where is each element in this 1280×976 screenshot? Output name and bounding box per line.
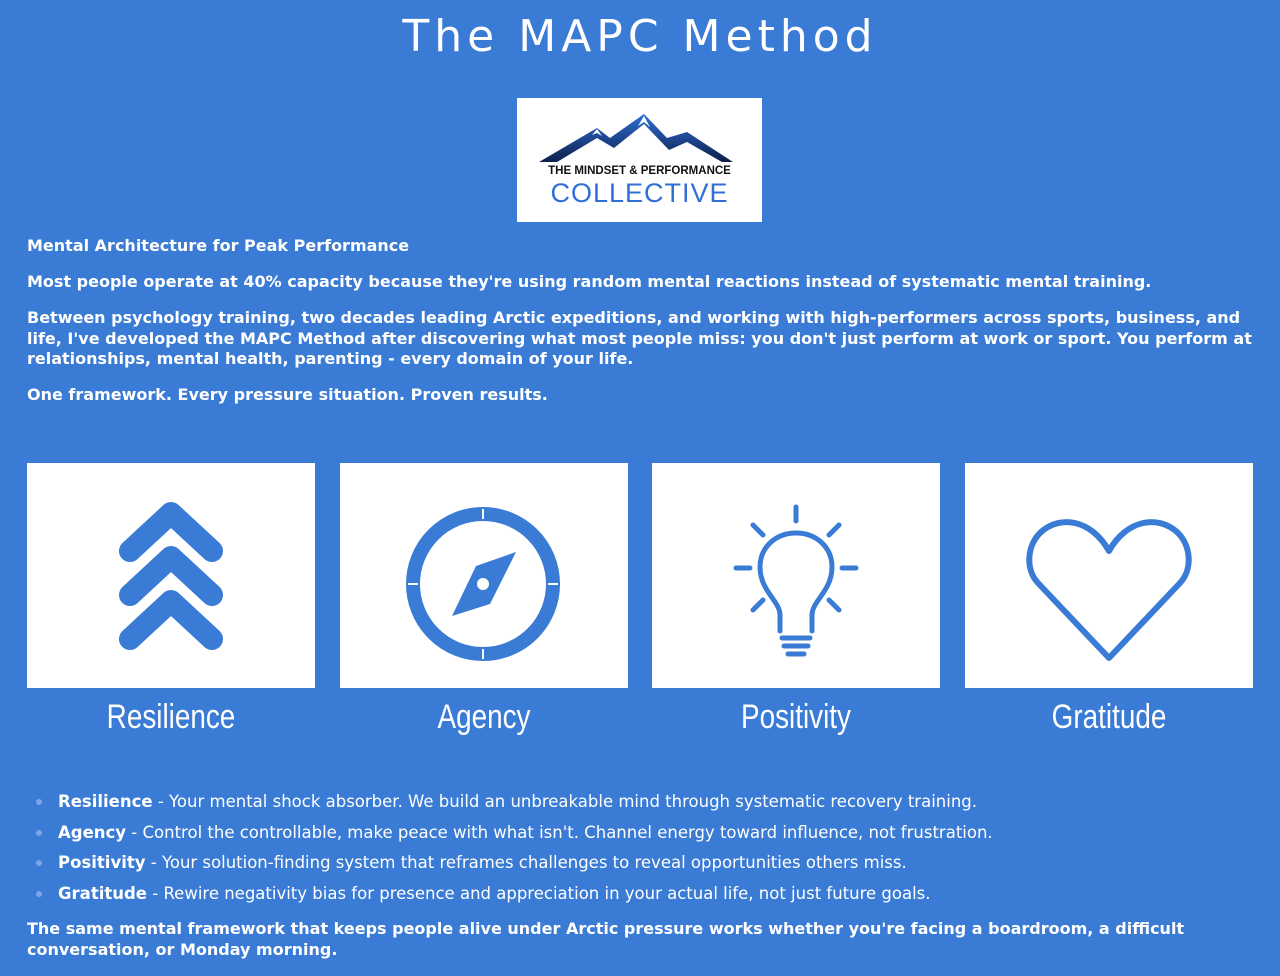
closing-statement: The same mental framework that keeps people alive under Arctic pressure works whether you're facing a boardroom, a difficult conversation, or Monday morning.: [27, 919, 1185, 959]
list-item-text: - Your mental shock absorber. We build an unbreakable mind through systematic recovery training.: [152, 792, 977, 811]
pillar-label-agency: Agency: [437, 698, 531, 736]
list-item-text: - Rewire negativity bias for presence and appreciation in your actual life, not just future goals.: [147, 884, 931, 904]
pillar-label-resilience: Resilience: [106, 698, 236, 736]
intro-section: [27, 236, 1259, 421]
pillar-description-list: [27, 790, 1259, 913]
list-item-text: - Your solution-finding system that reframes challenges to reveal opportunities others miss.: [145, 853, 907, 873]
heart-icon: [965, 463, 1253, 688]
bullet-dot: [36, 891, 42, 897]
intro-paragraph: Most people operate at 40% capacity because they're using random mental reactions instead of systematic mental training.: [27, 272, 1152, 291]
intro-subtitle: Mental Architecture for Peak Performance: [27, 236, 410, 255]
pillar-card-resilience: [27, 463, 315, 688]
list-item-term: Resilience: [58, 792, 153, 811]
list-item-term: Gratitude: [58, 884, 147, 904]
bullet-dot: [36, 799, 42, 805]
lightbulb-icon: [652, 463, 940, 688]
compass-icon: [340, 463, 628, 688]
bullet-dot: [36, 830, 42, 836]
list-item: [27, 821, 1259, 845]
pillar-card-positivity: [652, 463, 940, 688]
pillar-label-gratitude: Gratitude: [1051, 698, 1167, 736]
list-item-text: - Control the controllable, make peace with what isn't. Channel energy toward influence, not frustration.: [126, 822, 993, 842]
list-item: [27, 790, 1259, 814]
chevrons-up-icon: [27, 463, 315, 688]
bullet-dot: [36, 860, 42, 866]
logo: [517, 98, 762, 222]
logo-text-line2: COLLECTIVE: [550, 178, 729, 208]
pillar-card-gratitude: [965, 463, 1253, 688]
intro-tagline: One framework. Every pressure situation. Proven results.: [27, 385, 548, 404]
list-item: [27, 882, 1259, 906]
list-item-term: Positivity: [58, 853, 146, 873]
list-item: [27, 851, 1259, 875]
list-item-term: Agency: [58, 822, 127, 842]
logo-text-line1: THE MINDSET & PERFORMANCE: [548, 165, 731, 177]
page-title: The MAPC Method: [402, 11, 878, 62]
intro-paragraph: Between psychology training, two decades leading Arctic expeditions, and working with high-performers across sports, business, and life, I've developed the MAPC Method after discovering what most people miss: you don't just perform at work or sport. You perform at relationships, mental health, parenting - every domain of your life.: [27, 308, 1252, 368]
pillar-label-positivity: Positivity: [740, 698, 851, 736]
pillar-card-agency: [340, 463, 628, 688]
